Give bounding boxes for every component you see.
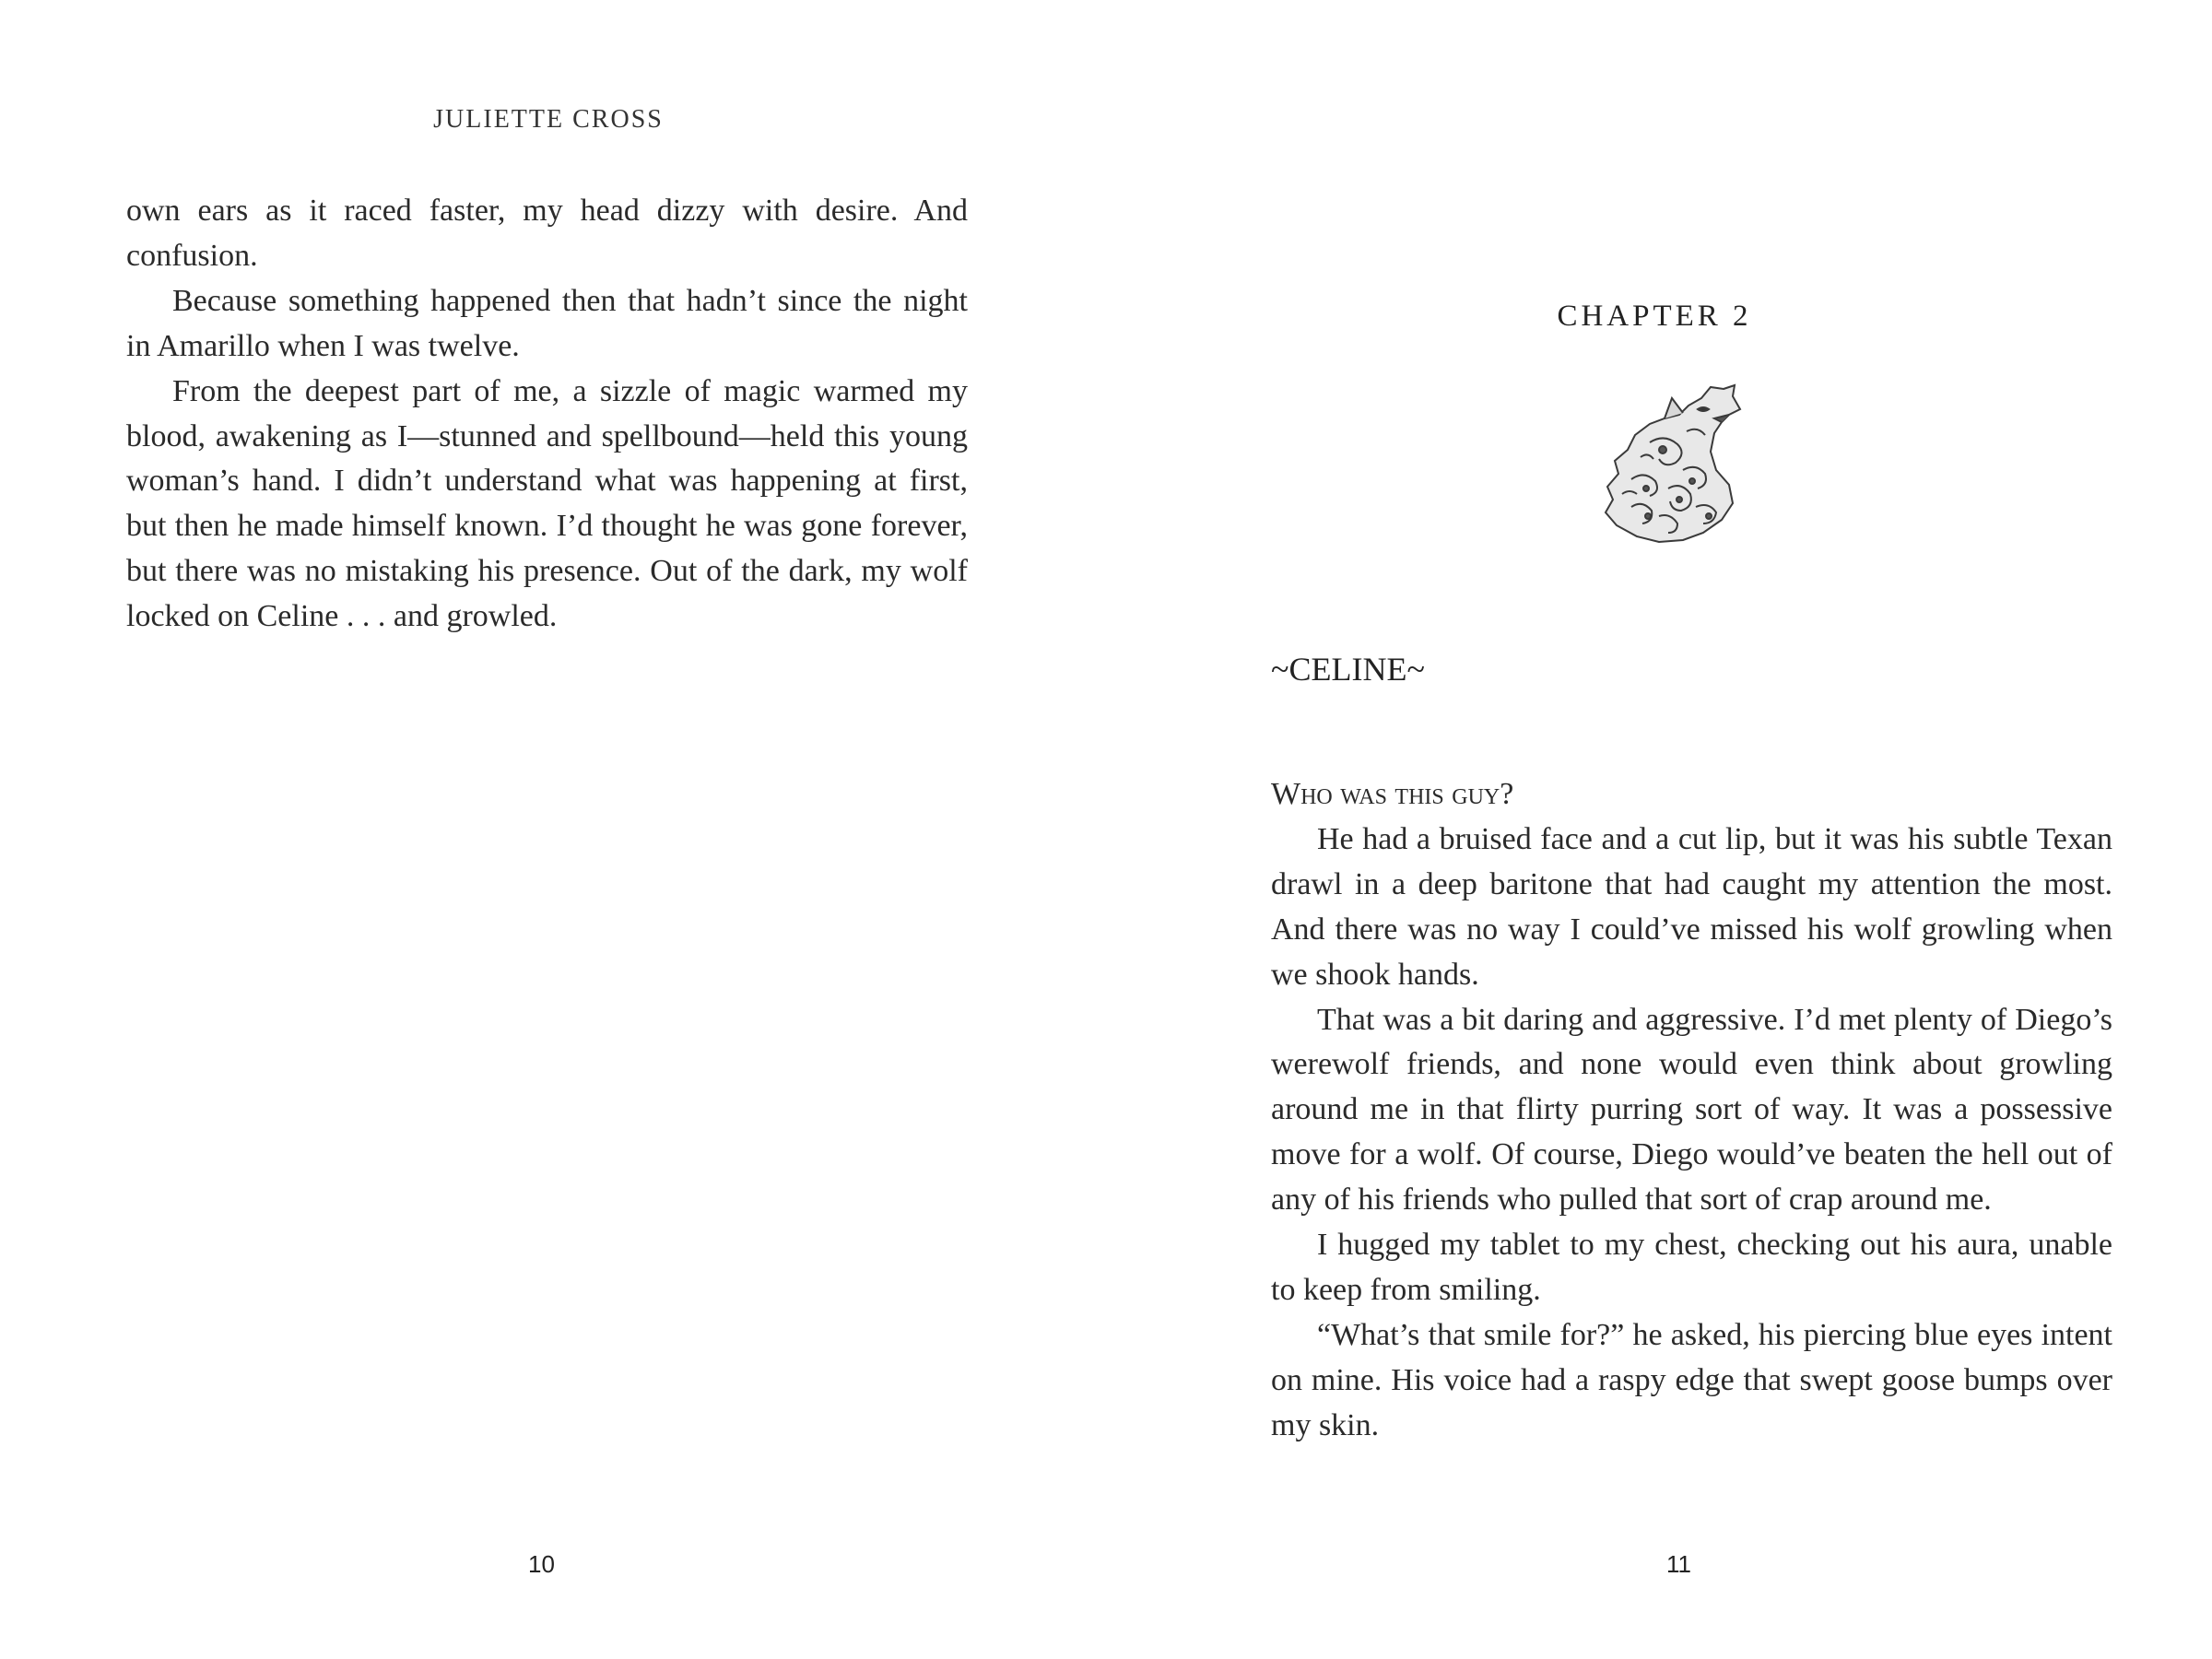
paragraph: That was a bit daring and aggressive. I’d met plenty of Diego’s werewolf friends, and none would even think about growling around me in that flirty purring sort of way. It was a possessive move for a wolf. Of course, Diego would’ve beaten the hell out of any of his friends who pulled that sort of crap around me. bbox=[1271, 1002, 2112, 1218]
page-number: 11 bbox=[1666, 1550, 1691, 1578]
howling-wolf-icon bbox=[1594, 378, 1751, 562]
paragraph: I hugged my tablet to my chest, checking out his aura, unable to keep from smiling. bbox=[1271, 1228, 2112, 1307]
right-page bbox=[1106, 0, 2212, 1659]
left-body-text bbox=[126, 189, 968, 640]
paragraph: “What’s that smile for?” he asked, his piercing blue eyes intent on mine. His voice had a raspy edge that swept goose bumps over my skin. bbox=[1271, 1317, 2112, 1442]
opening-line bbox=[1271, 772, 2112, 818]
page-number: 10 bbox=[528, 1550, 555, 1578]
chapter-title: CHAPTER 2 bbox=[1557, 300, 1752, 333]
pov-marker: ~CELINE~ bbox=[1271, 651, 1425, 688]
paragraph: Because something happened then that hadn’t since the night in Amarillo when I was twelve. bbox=[126, 283, 968, 363]
paragraph: From the deepest part of me, a sizzle of magic warmed my blood, awakening as I—stunned and spellbound—held this young woman’s hand. I didn’t understand what was happening at first, but then he made himself known. I’d thought he was gone forever, but there was no mistaking his presence. Out of the dark, my wolf locked on Celine . . . and growled. bbox=[126, 373, 968, 634]
opening-phrase: Who was this guy? bbox=[1271, 777, 1514, 811]
running-head-author: JULIETTE CROSS bbox=[433, 105, 664, 134]
paragraph: He had a bruised face and a cut lip, but it was his subtle Texan drawl in a deep baritone that had caught my attention the most. And there was no way I could’ve missed his wolf growling when we shook hands. bbox=[1271, 821, 2112, 992]
right-body-text bbox=[1271, 772, 2112, 1449]
paragraph: own ears as it raced faster, my head dizzy with desire. And confusion. bbox=[126, 194, 968, 273]
